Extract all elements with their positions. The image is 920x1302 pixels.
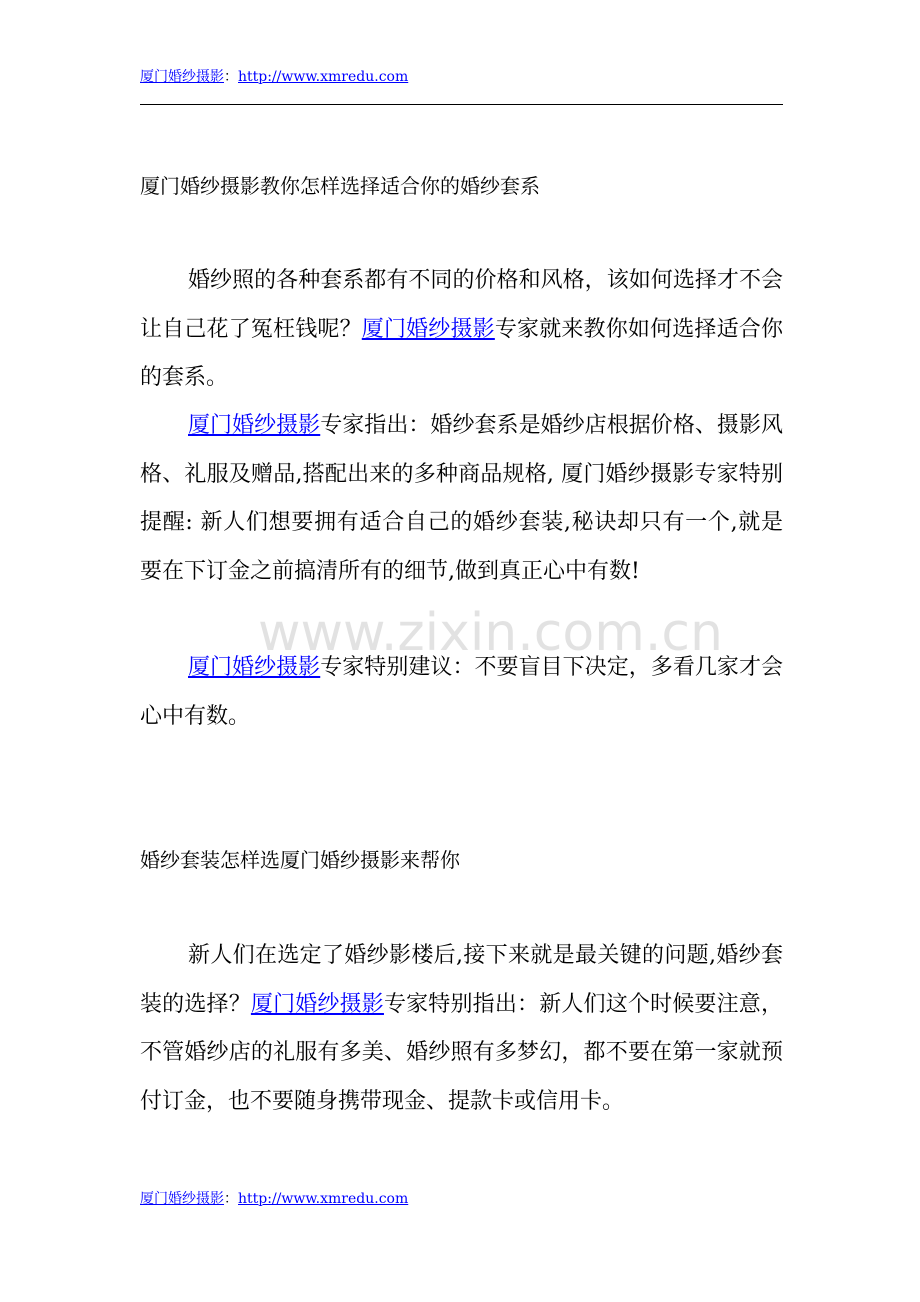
inline-site-link[interactable]: 厦门婚纱摄影 <box>361 316 495 342</box>
paragraph-text: 专家特别指出：新人们这个时候要注意，不管婚纱店的礼服有多美、婚纱照有多梦幻，都不要在第一家就预付订金，也不要随身携带现金、提款卡或信用卡。 <box>140 991 783 1114</box>
footer-url-link[interactable]: http://www.xmredu.com <box>238 1191 409 1207</box>
paragraph-text: 专家就来教你如何选择适合你的套系。 <box>140 316 783 390</box>
article-title: 厦门婚纱摄影教你怎样选择适合你的婚纱套系 <box>140 174 540 198</box>
page-footer <box>140 1190 408 1208</box>
paragraph-text: 新人们在选定了婚纱影楼后,接下来就是最关键的问题,婚纱套装的选择？ <box>140 943 783 1017</box>
inline-site-link[interactable]: 厦门婚纱摄影 <box>188 655 321 680</box>
header-colon: ： <box>224 69 238 85</box>
paragraph-1 <box>140 257 783 403</box>
header-divider <box>140 104 783 105</box>
header-site-link[interactable]: 厦门婚纱摄影 <box>140 69 224 85</box>
page-header <box>140 68 408 86</box>
header-url-link[interactable]: http://www.xmredu.com <box>238 69 409 85</box>
inline-site-link[interactable]: 厦门婚纱摄影 <box>250 991 384 1017</box>
paragraph-text: 专家特别建议：不要盲目下决定，多看几家才会心中有数。 <box>140 655 783 729</box>
inline-site-link[interactable]: 厦门婚纱摄影 <box>188 413 321 438</box>
paragraph-text: 专家指出：婚纱套系是婚纱店根据价格、摄影风格、礼服及赠品,搭配出来的多种商品规格, 厦门婚纱摄影专家特别提醒: 新人们想要拥有适合自己的婚纱套装,秘诀却只有一个,就是要在下订金之前搞清所有的细节,做到真正心中有数! <box>140 413 783 584</box>
footer-colon: ： <box>224 1191 238 1207</box>
section-title: 婚纱套装怎样选厦门婚纱摄影来帮你 <box>140 848 460 872</box>
footer-site-link[interactable]: 厦门婚纱摄影 <box>140 1191 224 1207</box>
watermark: www.zixin.com.cn <box>258 603 723 663</box>
paragraph-4 <box>140 932 783 1126</box>
paragraph-2 <box>140 402 783 596</box>
paragraph-text: 婚纱照的各种套系都有不同的价格和风格，该如何选择才不会让自己花了冤枉钱呢？ <box>140 268 783 342</box>
